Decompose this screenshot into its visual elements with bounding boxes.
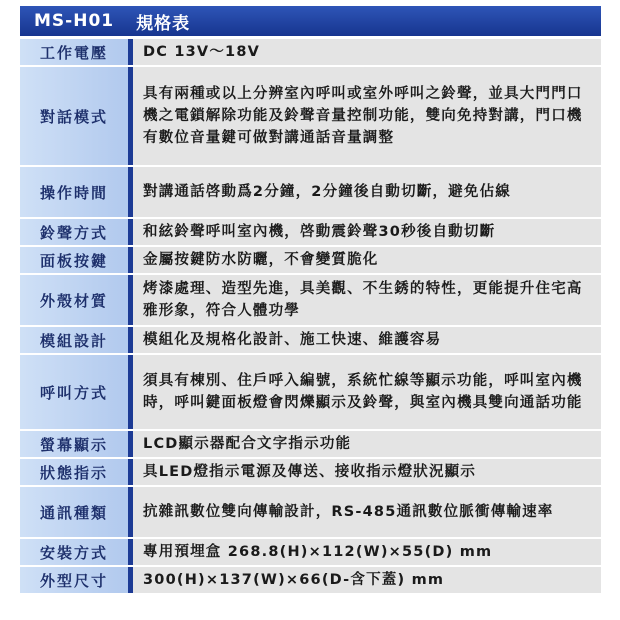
spec-label: 螢幕顯示: [20, 431, 133, 457]
spec-row-operation-time: [20, 167, 601, 219]
sheet-title: 規格表: [136, 13, 191, 34]
title-bar: [20, 6, 601, 38]
spec-table: [20, 38, 601, 595]
spec-value: 烤漆處理、造型先進，具美觀、不生銹的特性，更能提升住宅高雅形象，符合人體功學: [133, 275, 601, 325]
spec-value: 金屬按鍵防水防曬，不會變質脆化: [133, 247, 601, 273]
spec-value: 和絃鈴聲呼叫室內機，啓動震鈴聲30秒後自動切斷: [133, 219, 601, 245]
spec-label: 外型尺寸: [20, 567, 133, 593]
spec-label: 安裝方式: [20, 539, 133, 565]
spec-label: 狀態指示: [20, 459, 133, 485]
spec-row-screen-display: [20, 431, 601, 459]
spec-row-status-indicator: [20, 459, 601, 487]
spec-label: 工作電壓: [20, 39, 133, 65]
spec-value: LCD顯示器配合文字指示功能: [133, 431, 601, 457]
spec-label: 面板按鍵: [20, 247, 133, 273]
spec-row-talk-mode: [20, 67, 601, 167]
spec-row-communication-type: [20, 487, 601, 539]
spec-row-housing-material: [20, 275, 601, 327]
spec-value: 須具有棟別、住戶呼入編號，系統忙線等顯示功能，呼叫室內機時，呼叫鍵面板燈會閃爍顯示及鈴聲，與室內機具雙向通話功能: [133, 355, 601, 429]
spec-row-installation: [20, 539, 601, 567]
spec-label: 鈴聲方式: [20, 219, 133, 245]
spec-row-ring-mode: [20, 219, 601, 247]
spec-label: 模組設計: [20, 327, 133, 353]
spec-row-panel-buttons: [20, 247, 601, 275]
model-number: MS-H01: [34, 11, 115, 31]
spec-value: DC 13V～18V: [133, 39, 601, 65]
spec-label: 操作時間: [20, 167, 133, 217]
spec-label: 呼叫方式: [20, 355, 133, 429]
spec-label: 對話模式: [20, 67, 133, 165]
spec-value: 模組化及規格化設計、施工快速、維護容易: [133, 327, 601, 353]
spec-label: 通訊種類: [20, 487, 133, 537]
spec-row-dimensions: [20, 567, 601, 595]
spec-value: 抗雜訊數位雙向傳輸設計，RS-485通訊數位脈衝傳輸速率: [133, 487, 601, 537]
spec-row-module-design: [20, 327, 601, 355]
spec-label: 外殼材質: [20, 275, 133, 325]
spec-sheet: [20, 6, 601, 595]
spec-value: 對講通話啓動爲2分鐘，2分鐘後自動切斷，避免佔線: [133, 167, 601, 217]
spec-value: 專用預埋盒 268.8(H)×112(W)×55(D) mm: [133, 539, 601, 565]
spec-row-call-mode: [20, 355, 601, 431]
spec-value: 具LED燈指示電源及傳送、接收指示燈狀況顯示: [133, 459, 601, 485]
spec-value: 具有兩種或以上分辨室內呼叫或室外呼叫之鈴聲，並具大門門口機之電鎖解除功能及鈴聲音量控制功能，雙向免持對講，門口機有數位音量鍵可做對講通話音量調整: [133, 67, 601, 165]
spec-row-voltage: [20, 39, 601, 67]
spec-value: 300(H)×137(W)×66(D-含下蓋) mm: [133, 567, 601, 593]
